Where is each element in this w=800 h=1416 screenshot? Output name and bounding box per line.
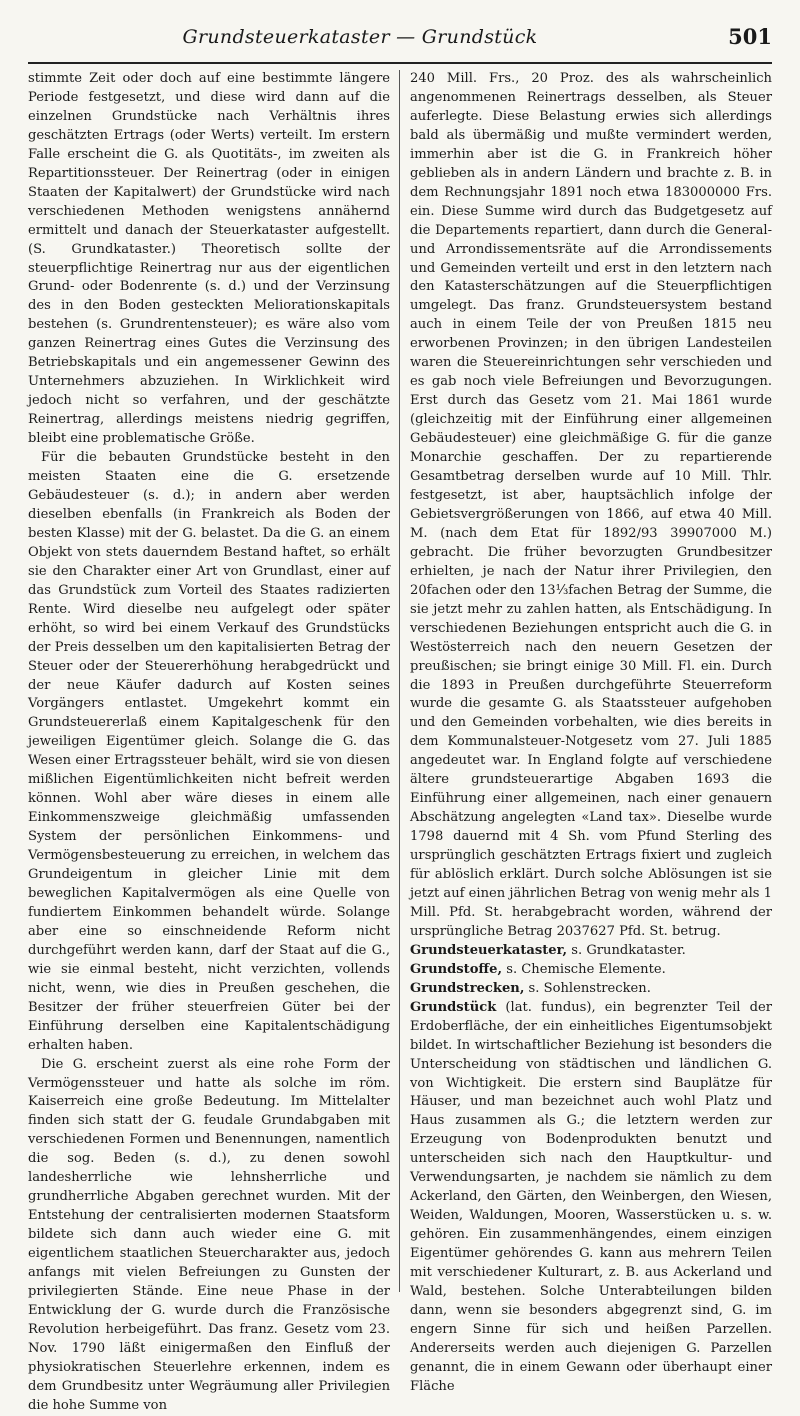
dictionary-entry xyxy=(410,961,772,980)
running-head: Grundsteuerkataster — Grundstück xyxy=(182,26,538,48)
paragraph: 240 Mill. Frs., 20 Proz. des als wahrscheinlich angenommenen Reinertrags desselben, als Steuer auferlegte. Diese Belastung erwies sich allerdings bald als übermäßig und mußte vermindert werden, immerhin aber ist die G. in Frankreich höher geblieben als in andern Ländern und brachte z. B. in dem Rechnungsjahr 1891 noch etwa 183000000 Frs. ein. Diese Summe wird durch das Budgetgesetz auf die Departements repartiert, dann durch die General- und Arrondissementsräte auf die Arrondissements und Gemeinden verteilt und erst in den letztern nach den Katasterschätzungen auf die Steuerpflichtigen umgelegt. Das franz. Grundsteuersystem bestand auch in einem Teile der von Preußen 1815 neu erworbenen Provinzen; in den übrigen Landesteilen waren die Steuereinrichtungen sehr verschieden und es gab noch viele Befreiungen und Bevorzugungen. Erst durch das Gesetz vom 21. Mai 1861 wurde (gleichzeitig mit der Einführung einer allgemeinen Gebäudesteuer) eine gleichmäßige G. für die ganze Monarchie geschaffen. Der zu repartierende Gesamtbetrag derselben wurde auf 10 Mill. Thlr. festgesetzt, ist aber, hauptsächlich infolge der Gebietsvergrößerungen von 1866, auf etwa 40 Mill. M. (nach dem Etat für 1892/93 39907000 M.) gebracht. Die früher bevorzugten Grundbesitzer erhielten, je nach der Natur ihrer Privilegien, den 20fachen oder den 13⅓fachen Betrag der Summe, die sie jetzt mehr zu zahlen hatten, als Entschädigung. In verschiedenen Beziehungen entspricht auch die G. in Westösterreich nach den neuern Gesetzen der preußischen; sie bringt einige 30 Mill. Fl. ein. Durch die 1893 in Preußen durchgeführte Steuerreform wurde die gesamte G. als Staatssteuer aufgehoben und den Gemeinden vorbehalten, wie dies bereits in dem Kommunalsteuer-Notgesetz vom 27. Juli 1885 angedeutet war. In England folgte auf verschiedene ältere grundsteuerartige Abgaben 1693 die Einführung einer allgemeinen, nach einer genauern Abschätzung angelegten «Land tax». Dieselbe wurde 1798 dauernd mit 4 Sh. vom Pfund Sterling des ursprünglich geschätzten Ertrags fixiert und zugleich für ablöslich erklärt. Durch solche Ablösungen ist sie jetzt auf einen jährlichen Betrag von wenig mehr als 1 Mill. Pfd. St. herabgebracht worden, während der ursprüngliche Betrag 2037627 Pfd. St. betrug. xyxy=(410,71,772,939)
paragraph: Die G. erscheint zuerst als eine rohe Form der Vermögenssteuer und hatte als solche im röm. Kaiserreich eine große Bedeutung. Im Mittelalter finden sich statt der G. feudale Grundabgaben mit verschiedenen Formen und Benennungen, namentlich die sog. Beden (s. d.), zu denen sowohl landesherrliche wie lehnsherrliche und grundherrliche Abgaben gerechnet wurden. Mit der Entstehung der centralisierten modernen Staatsform bildete sich dann auch wieder eine G. mit eigentlichem staatlichen Steuercharakter aus, jedoch anfangs mit vielen Befreiungen zu Gunsten der privilegierten Stände. Eine neue Phase in der Entwicklung der G. wurde durch die Französische Revolution herbeigeführt. Das franz. Gesetz vom 23. Nov. 1790 läßt einigermaßen den Einfluß der physiokratischen Steuerlehre erkennen, indem es dem Grundbesitz unter Wegräumung aller Privilegien die hohe Summe von xyxy=(28,1056,390,1413)
entry-headword: Grundstoffe, xyxy=(410,961,503,977)
entry-text: s. Chemische Elemente. xyxy=(502,961,666,977)
entry-headword: Grundstück xyxy=(410,999,497,1015)
paragraph: Für die bebauten Grundstücke besteht in den meisten Staaten eine die G. ersetzende Gebäudesteuer (s. d.); in andern aber werden dieselben ebenfalls (in Frankreich als Boden der besten Klasse) mit der G. belastet. Da die G. an einem Objekt von stets dauerndem Bestand haftet, so erhält sie den Charakter einer Art von Grundlast, einer auf das Grundstück zum Vorteil des Staates radizierten Rente. Wird dieselbe neu aufgelegt oder später erhöht, so wird bei einem Verkauf des Grundstücks der Preis desselben um den kapitalisierten Betrag der Steuer oder der Steuererhöhung herabgedrückt und der neue Käufer dadurch auf Kosten seines Vorgängers entlastet. Umgekehrt kommt ein Grundsteuererlaß einem Kapitalgeschenk für den jeweiligen Eigentümer gleich. Solange die G. das Wesen einer Ertragssteuer behält, wird sie von diesen mißlichen Eigentümlichkeiten nicht befreit werden können. Wohl aber wäre dieses in einem alle Einkommenszweige gleichmäßig umfassenden System der persönlichen Einkommens- und Vermögensbesteuerung zu erreichen, in welchem das Grundeigentum in gleicher Linie mit dem beweglichen Kapitalvermögen als eine Quelle von fundiertem Einkommen behandelt würde. Solange aber eine so einschneidende Reform nicht durchgeführt werden kann, darf der Staat auf die G., wie sie einmal besteht, nicht verzichten, vollends nicht, wenn, wie dies in Preußen geschehen, die Besitzer der früher steuerfreien Güter bei der Einführung derselben eine Kapitalentschädigung erhalten haben. xyxy=(28,450,390,1053)
entry-text: (lat. fundus), ein begrenzter Teil der Erdoberfläche, der ein einheitliches Eigentumsobjekt bildet. In wirtschaftlicher Beziehung ist besonders die Unterscheidung von städtischen und ländlichen G. von Wichtigkeit. Die erstern sind Bauplätze für Häuser, und man bezeichnet auch wohl Platz und Haus zusammen als G.; die letztern werden zur Erzeugung von Bodenprodukten benutzt und unterscheiden sich nach den Hauptkultur- und Verwendungsarten, je nachdem sie nämlich zu dem Ackerland, den Gärten, den Weinbergen, den Wiesen, Weiden, Waldungen, Mooren, Wasserstücken u. s. w. gehören. Ein zusammenhängendes, einem einzigen Eigentümer gehörendes G. kann aus mehrern Teilen mit verschiedener Kulturart, z. B. aus Ackerland und Wald, bestehen. Solche Unterabteilungen bilden dann, wenn sie besonders abgegrenzt sind, G. im engern Sinne für sich und heißen Parzellen. Andererseits werden auch diejenigen G. Parzellen genannt, die in einem Gewann oder überhaupt einer Fläche xyxy=(410,999,772,1394)
right-column xyxy=(410,70,772,1394)
column-divider xyxy=(399,70,400,1292)
dictionary-entry xyxy=(410,999,772,1397)
entry-headword: Grundstrecken, xyxy=(410,980,525,996)
dictionary-entry xyxy=(410,980,772,999)
entry-text: s. Sohlenstrecken. xyxy=(524,980,651,996)
page-number: 501 xyxy=(728,24,772,49)
entry-headword: Grundsteuerkataster, xyxy=(410,942,568,958)
dictionary-entry xyxy=(410,942,772,961)
page-header xyxy=(28,22,772,64)
left-column xyxy=(28,70,390,1413)
entry-text: s. Grundkataster. xyxy=(567,942,686,958)
paragraph: stimmte Zeit oder doch auf eine bestimmte längere Periode festgesetzt, und diese wird dann auf die einzelnen Grundstücke nach Verhältnis ihres geschätzten Ertrags (oder Werts) verteilt. Im erstern Falle erscheint die G. als Quotitäts-, im zweiten als Repartitionssteuer. Der Reinertrag (oder in einigen Staaten der Kapitalwert) der Grundstücke wird nach verschiedenen Methoden wenigstens annähernd ermittelt und danach der Steuerkataster aufgestellt. (S. Grundkataster.) Theoretisch sollte der steuerpflichtige Reinertrag nur aus der eigentlichen Grund- oder Bodenrente (s. d.) und der Verzinsung des in den Boden gesteckten Meliorationskapitals bestehen (s. Grundrentensteuer); es wäre also vom ganzen Reinertrag eines Gutes die Verzinsung des Betriebskapitals und ein angemessener Gewinn des Unternehmers abzuziehen. In Wirklichkeit wird jedoch nicht so verfahren, und der geschätzte Reinertrag, allerdings meistens niedrig gegriffen, bleibt eine problematische Größe. xyxy=(28,71,390,447)
